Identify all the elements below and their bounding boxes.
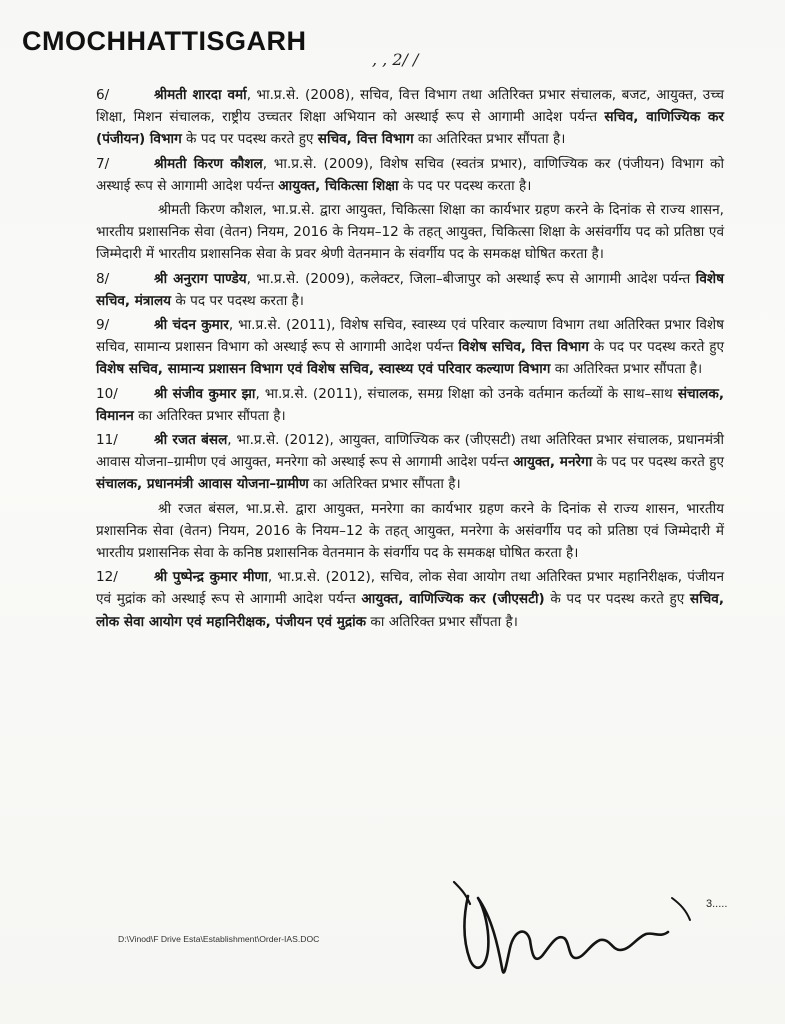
item-number: 6/: [96, 87, 110, 103]
item-number: 7/: [96, 155, 110, 172]
item-number: 10/: [96, 385, 118, 402]
order-item: [96, 84, 724, 151]
bold-text: सचिव, वित्त विभाग: [317, 131, 414, 148]
page-number: , , 2/ /: [372, 50, 419, 69]
text-run: के पद पर पदस्थ करते हुए: [588, 339, 724, 356]
bold-text: आयुक्त, वाणिज्यिक कर (जीएसटी): [361, 591, 545, 608]
bold-text: श्री पुष्पेन्द्र कुमार मीणा: [154, 569, 268, 586]
order-item: [96, 566, 724, 633]
text-run: का अतिरिक्त प्रभार सौंपता है।: [413, 131, 566, 148]
order-body: [96, 84, 724, 633]
bold-text: संचालक, प्रधानमंत्री आवास योजना–ग्रामीण: [96, 476, 309, 493]
bold-text: सचिव, लोक सेवा आयोग एवं महानिरीक्षक, पंजीयन एवं मुद्रांक: [96, 591, 724, 630]
text-run: का अतिरिक्त प्रभार सौंपता है।: [308, 476, 461, 493]
text-run: , भा.प्र.से. (2008), सचिव, वित्त विभाग तथा अतिरिक्त प्रभार संचालक, बजट, आयुक्त, उच्च शिक्षा, मिशन संचालक, राष्ट्रीय उच्चतर शिक्षा अभियान को अस्थाई रूप से आगामी आदेश पर्यन्त: [96, 87, 724, 126]
bold-text: आयुक्त, मनरेगा: [513, 454, 593, 471]
signature-image: [440, 868, 700, 998]
text-run: , भा.प्र.से. (2011), विशेष सचिव, स्वास्थ्य एवं परिवार कल्याण विभाग तथा अतिरिक्त प्रभार विशेष सचिव, सामान्य प्रशासन विभाग को अस्थाई रूप से आगामी आदेश पर्यन्त: [96, 317, 725, 356]
text-run: के पद पर पदस्थ करते हुए: [544, 591, 690, 608]
order-item: [96, 314, 724, 381]
order-item: [96, 153, 724, 197]
bold-text: श्री संजीव कुमार झा: [154, 385, 256, 402]
order-item: [96, 268, 724, 312]
order-item: [96, 429, 724, 496]
text-run: का अतिरिक्त प्रभार सौंपता है।: [366, 613, 518, 630]
text-run: श्री रजत बंसल, भा.प्र.से. द्वारा आयुक्त, मनरेगा का कार्यभार ग्रहण करने के दिनांक से राज्य शासन, भारतीय प्रशासनिक सेवा (वेतन) नियम, 2016 के नियम–12 के तहत् आयुक्त, मनरेगा के असंवर्गीय पद को प्रतिष्ठा एवं जिम्मेदारी में भारतीय प्रशासनिक सेवा के कनिष्ठ प्रशासनिक वेतनमान के संवर्गीय पद के समकक्ष घोषित करता है।: [96, 500, 724, 562]
bold-text: श्री रजत बंसल: [154, 432, 228, 449]
continuation-marker: 3.....: [706, 898, 728, 910]
text-run: का अतिरिक्त प्रभार सौंपता है।: [550, 361, 703, 378]
text-run: के पद पर पदस्थ करता है।: [171, 292, 304, 309]
bold-text: श्रीमती किरण कौशल: [154, 155, 263, 172]
text-run: का अतिरिक्त प्रभार सौंपता है।: [133, 407, 286, 424]
text-run: के पद पर पदस्थ करते हुए: [181, 131, 318, 148]
bold-text: श्री चंदन कुमार: [154, 317, 229, 334]
item-number: 9/: [96, 317, 110, 334]
watermark-text: CMOCHHATTISGARH: [22, 26, 307, 56]
text-run: , भा.प्र.से. (2012), सचिव, लोक सेवा आयोग तथा अतिरिक्त प्रभार महानिरीक्षक, पंजीयन एवं मुद्रांक को अस्थाई रूप से आगामी आदेश पर्यन्त: [96, 569, 724, 608]
bold-text: संचालक, विमानन: [96, 385, 724, 424]
bold-text: विशेष सचिव, वित्त विभाग: [458, 339, 589, 356]
text-run: श्रीमती किरण कौशल, भा.प्र.से. द्वारा आयुक्त, चिकित्सा शिक्षा का कार्यभार ग्रहण करने के दिनांक से राज्य शासन, भारतीय प्रशासनिक सेवा (वेतन) नियम, 2016 के नियम–12 के तहत् आयुक्त, चिकित्सा शिक्षा के असंवर्गीय पद को प्रतिष्ठा एवं जिम्मेदारी में भारतीय प्रशासनिक सेवा के प्रवर श्रेणी वेतनमान के संवर्गीय पद के समकक्ष घोषित करता है।: [96, 202, 724, 263]
bold-text: विशेष सचिव, मंत्रालय: [96, 270, 724, 309]
file-path-footer: D:\Vinod\F Drive Esta\Establishment\Order-IAS.DOC: [118, 934, 320, 944]
order-item: [96, 383, 724, 427]
bold-text: श्रीमती शारदा वर्मा: [154, 87, 247, 103]
order-note: [96, 199, 724, 266]
bold-text: विशेष सचिव, सामान्य प्रशासन विभाग एवं विशेष सचिव, स्वास्थ्य एवं परिवार कल्याण विभाग: [96, 361, 551, 378]
item-number: 8/: [96, 270, 110, 287]
text-run: , भा.प्र.से. (2011), संचालक, समग्र शिक्षा को उनके वर्तमान कर्तव्यों के साथ–साथ: [255, 385, 678, 402]
text-run: , भा.प्र.से. (2009), विशेष सचिव (स्वतंत्र प्रभार), वाणिज्यिक कर (पंजीयन) विभाग को अस्थाई रूप से आगामी आदेश पर्यन्त: [96, 155, 725, 194]
bold-text: आयुक्त, चिकित्सा शिक्षा: [278, 177, 399, 194]
bold-text: सचिव, वाणिज्यिक कर (पंजीयन) विभाग: [96, 109, 724, 148]
text-run: के पद पर पदस्थ करते हुए: [592, 454, 724, 471]
item-number: 12/: [96, 569, 118, 586]
text-run: , भा.प्र.से. (2009), कलेक्टर, जिला–बीजापुर को अस्थाई रूप से आगामी आदेश पर्यन्त: [246, 270, 696, 287]
bold-text: श्री अनुराग पाण्डेय: [154, 270, 247, 287]
text-run: , भा.प्र.से. (2012), आयुक्त, वाणिज्यिक कर (जीएसटी) तथा अतिरिक्त प्रभार संचालक, प्रधानमंत्री आवास योजना–ग्रामीण एवं आयुक्त, मनरेगा को अस्थाई रूप से आगामी आदेश पर्यन्त: [96, 432, 724, 471]
text-run: के पद पर पदस्थ करता है।: [398, 177, 532, 194]
order-note: [96, 498, 724, 565]
item-number: 11/: [96, 432, 118, 449]
